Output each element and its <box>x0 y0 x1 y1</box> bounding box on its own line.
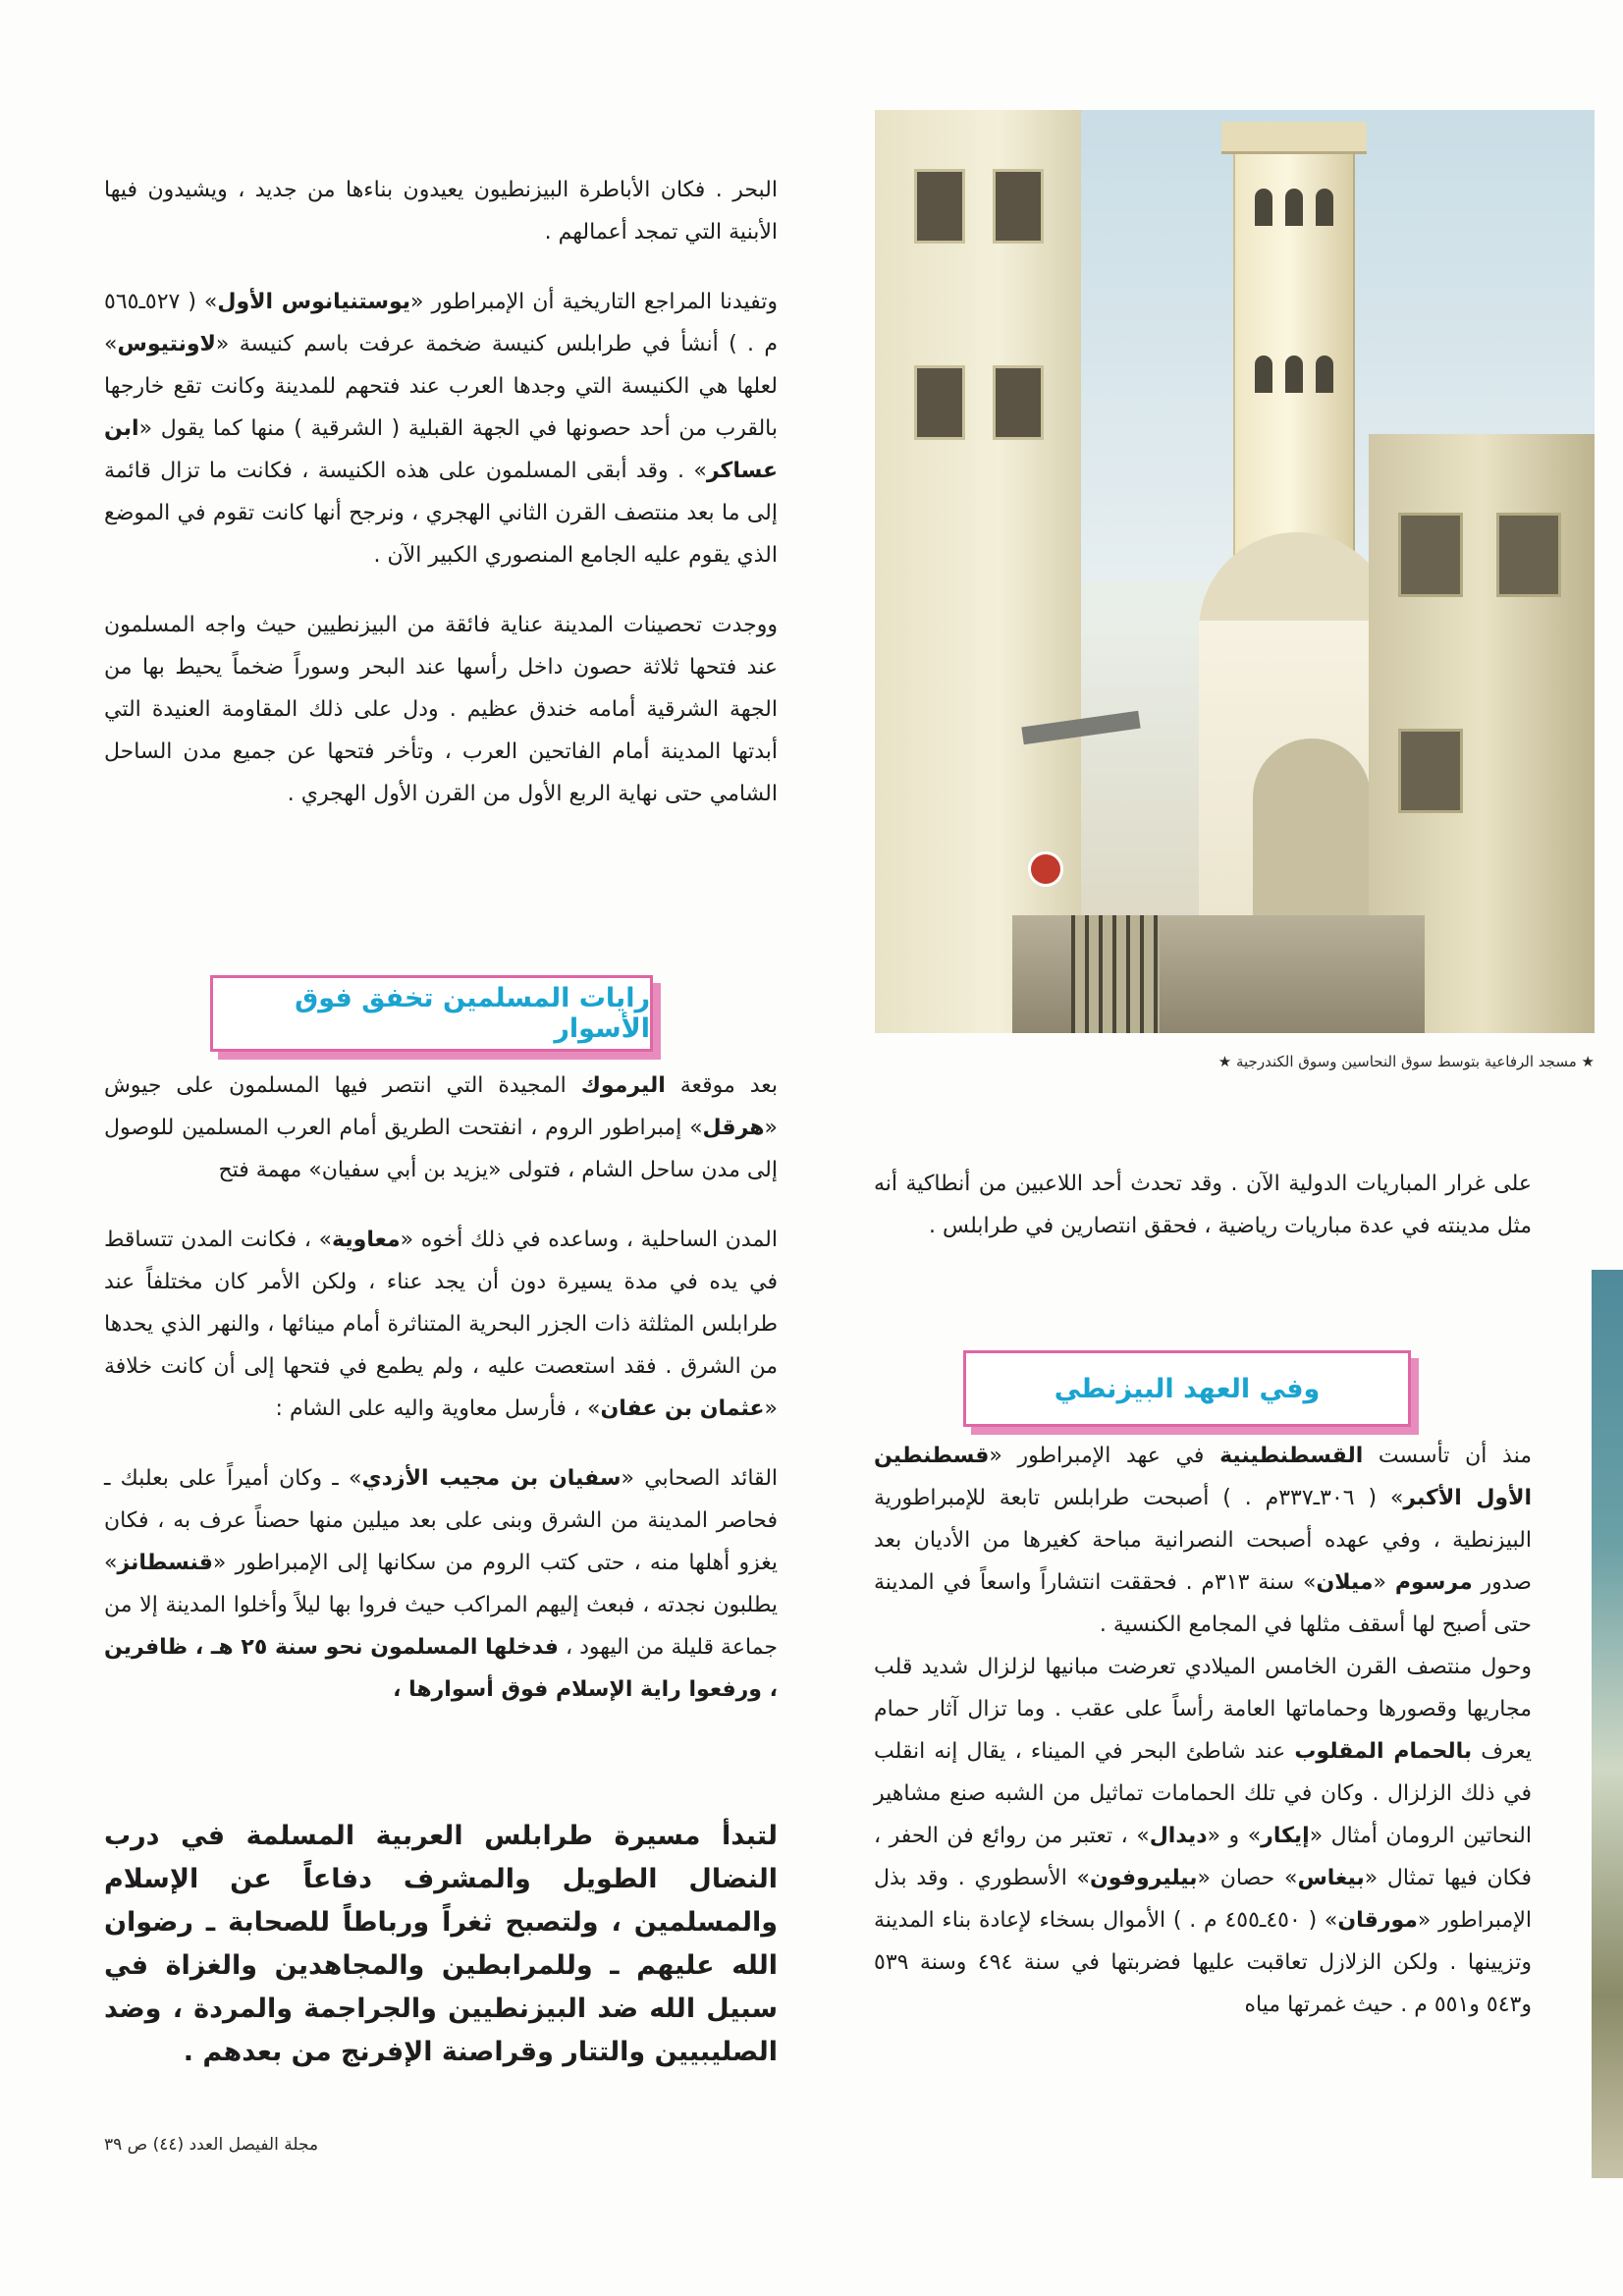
left-column-conquest <box>104 1065 778 1711</box>
emphasis: فدخلها المسلمون نحو سنة ٢٥ هـ ، ظافرين ، ورفعوا راية الإسلام فوق أسوارها ، <box>104 1635 778 1702</box>
mosque-photo <box>875 110 1595 1033</box>
emphasis: إيكار <box>1261 1824 1310 1848</box>
emphasis: ديدال <box>1149 1824 1208 1848</box>
emphasis: بيغاس <box>1297 1866 1365 1890</box>
paragraph: المدن الساحلية ، وساعده في ذلك أخوه «معاوية» ، فكانت المدن تتساقط في يده في مدة يسيرة دون أن يجد عناء ، ولكن الأمر كان مختلفاً عند طرابلس المثلثة ذات الجزر البحرية المتناثرة أمام مينائها ، والنهر الذي يحدها من الشرق . فقد استعصت عليه ، ولم يطمع في فتحها إلى أن كانت خلافة «عثمان بن عفان» ، فأرسل معاوية واليه على الشام : <box>104 1228 778 1421</box>
photo-window <box>993 169 1044 244</box>
photo-arch <box>1255 355 1272 393</box>
photo-arch <box>1316 355 1333 393</box>
emphasis: قسطنطين الأول الأكبر <box>874 1444 1533 1510</box>
paragraph: بعد موقعة اليرموك المجيدة التي انتصر فيها المسلمون على جيوش «هرقل» إمبراطور الروم ، انفتحت الطريق أمام العرب المسلمين للوصول إلى مدن ساحل الشام ، فتولى «يزيد بن أبي سفيان» مهمة فتح <box>104 1073 778 1182</box>
emphasis: بالحمام المقلوب <box>1294 1739 1473 1764</box>
photo-window <box>1398 513 1463 597</box>
photo-window <box>914 365 965 440</box>
photo-minaret-cap <box>1221 122 1367 154</box>
photo-caption: ★ مسجد الرفاعية بتوسط سوق النحاسين وسوق الكندرجية ★ <box>1217 1053 1595 1070</box>
photo-arch <box>1285 189 1303 226</box>
section-heading-byzantine-era <box>963 1350 1411 1427</box>
photo-left-building <box>875 110 1081 1033</box>
closing-paragraph: لتبدأ مسيرة طرابلس العربية المسلمة في درب النضال الطويل والمشرف دفاعاً عن الإسلام والمسلمين ، ولتصبح ثغراً ورباطاً للصحابة ـ رضوان الله عليهم ـ وللمرابطين والمجاهدين والغزاة في سبيل الله ضد البيزنطيين والجراجمة والمردة ، وضد الصليبيين والتتار وقراصنة الإفرنج من بعدهم . <box>104 1821 778 2067</box>
photo-arch <box>1316 189 1333 226</box>
emphasis: اليرموك <box>580 1073 666 1098</box>
photo-window <box>1398 729 1463 813</box>
paragraph: القائد الصحابي «سفيان بن مجيب الأزدي» ـ وكان أميراً على بعلبك ـ فحاصر المدينة من الشرق وبنى على بعد ميلين منها حصناً عرف به ، فكان يغزو أهلها منه ، حتى كتب الروم من سكانها إلى الإمبراطور «قنسطانز» يطلبون نجدته ، فبعث إليهم المراكب حيث فروا بها ليلاً وأخلوا المدينة إلا من جماعة قليلة من اليهود ، فدخلها المسلمون نحو سنة ٢٥ هـ ، ظافرين ، ورفعوا راية الإسلام فوق أسوارها ، <box>104 1466 779 1702</box>
section-heading-muslim-banners <box>210 975 653 1052</box>
right-column-continuation <box>874 1163 1532 1247</box>
photo-window <box>993 365 1044 440</box>
photo-window <box>914 169 965 244</box>
left-column-closing <box>104 1815 778 2074</box>
emphasis: يوستنيانوس الأول <box>217 290 411 314</box>
page-footer: مجلة الفيصل العدد (٤٤) ص ٣٩ <box>104 2135 319 2155</box>
emphasis: ميلان <box>1316 1570 1374 1595</box>
left-column-intro <box>104 169 778 815</box>
photo-road-sign <box>1028 851 1063 887</box>
edge-photo-strip <box>1592 1270 1623 2178</box>
emphasis: مرسوم <box>1394 1570 1473 1595</box>
paragraph: منذ أن تأسست القسطنطينية في عهد الإمبراطور «قسطنطين الأول الأكبر» ( ٣٠٦ـ٣٣٧م . ) أصبحت طرابلس تابعة للإمبراطورية البيزنطية ، وفي عهده أصبحت النصرانية مباحة كغيرها من الأديان بعد صدور مرسوم «ميلان» سنة ٣١٣م . فحققت انتشاراً واسعاً في المدينة حتى أصبح لها أسقف مثلها في المجامع الكنسية . <box>874 1444 1533 1637</box>
emphasis: لاونتيوس <box>117 332 216 356</box>
emphasis: القسطنطينية <box>1219 1444 1364 1468</box>
photo-window <box>1496 513 1561 597</box>
emphasis: بيليروفون <box>1090 1866 1198 1890</box>
right-column-byzantine <box>874 1435 1532 2026</box>
section-heading-text: وفي العهد البيزنطي <box>1054 1373 1321 1404</box>
emphasis: ابن عساكر <box>104 416 778 483</box>
emphasis: معاوية <box>332 1228 401 1252</box>
paragraph: البحر . فكان الأباطرة البيزنطيون يعيدون بناءها من جديد ، ويشيدون فيها الأبنية التي تمجد أعمالهم . <box>104 178 778 245</box>
photo-arch <box>1255 189 1272 226</box>
emphasis: مورقان <box>1337 1908 1418 1933</box>
emphasis: قنسطانز <box>117 1551 213 1575</box>
emphasis: هرقل <box>702 1116 765 1140</box>
paragraph: ووجدت تحصينات المدينة عناية فائقة من البيزنطيين حيث واجه المسلمون عند فتحها ثلاثة حصون داخل رأسها عند البحر وسوراً ضخماً يحيط بها من الجهة الشرقية أمامه خندق عظيم . ودل على ذلك المقاومة العنيدة التي أبدتها المدينة أمام الفاتحين العرب ، وتأخر فتحها عن جميع مدن الساحل الشامي حتى نهاية الربع الأول من القرن الأول الهجري . <box>104 613 778 806</box>
paragraph: وحول منتصف القرن الخامس الميلادي تعرضت مبانيها لزلزال شديد قلب مجاريها وقصورها وحماماتها العامة رأساً على عقب . وما تزال آثار حمام يعرف بالحمام المقلوب عند شاطئ البحر في الميناء ، يقال إنه انقلب في ذلك الزلزال . وكان في تلك الحمامات تماثيل من الشبه صنع مشاهير النحاتين الرومان أمثال «إيكار» و «ديدال» ، تعتبر من روائع فن الحفر ، فكان فيها تمثال «بيغاس» حصان «بيليروفون» الأسطوري . وقد بذل الإمبراطور «مورقان» ( ٤٥٠ـ٤٥٥ م . ) الأموال بسخاء لإعادة بناء المدينة وتزيينها . ولكن الزلازل تعاقبت عليها فضربتها في سنة ٤٩٤ وسنة ٥٣٩ و٥٤٣ و٥٥١ م . حيث غمرتها مياه <box>874 1655 1533 2017</box>
emphasis: سفيان بن مجيب الأزدي <box>361 1466 622 1491</box>
paragraph: على غرار المباريات الدولية الآن . وقد تحدث أحد اللاعبين من أنطاكية أنه مثل مدينته في عدة مباريات رياضية ، فحقق انتصارين في طرابلس . <box>874 1172 1532 1238</box>
photo-shop-grille <box>1071 915 1160 1033</box>
paragraph: وتفيدنا المراجع التاريخية أن الإمبراطور «يوستنيانوس الأول» ( ٥٢٧ـ٥٦٥ م . ) أنشأ في طرابلس كنيسة ضخمة عرفت باسم كنيسة «لاونتيوس» لعلها هي الكنيسة التي وجدها العرب عند فتحهم للمدينة وكانت تقع خارجها بالقرب من أحد حصونها في الجهة القبلية ( الشرقية ) منها كما يقول «ابن عساكر» . وقد أبقى المسلمون على هذه الكنيسة ، فكانت ما تزال قائمة إلى ما بعد منتصف القرن الثاني الهجري ، ونرجح أنها كانت تقوم في الموضع الذي يقوم عليه الجامع المنصوري الكبير الآن . <box>104 290 778 568</box>
emphasis: عثمان بن عفان <box>600 1396 765 1421</box>
photo-arch <box>1285 355 1303 393</box>
section-heading-text: رايات المسلمين تخفق فوق الأسوار <box>295 983 650 1044</box>
